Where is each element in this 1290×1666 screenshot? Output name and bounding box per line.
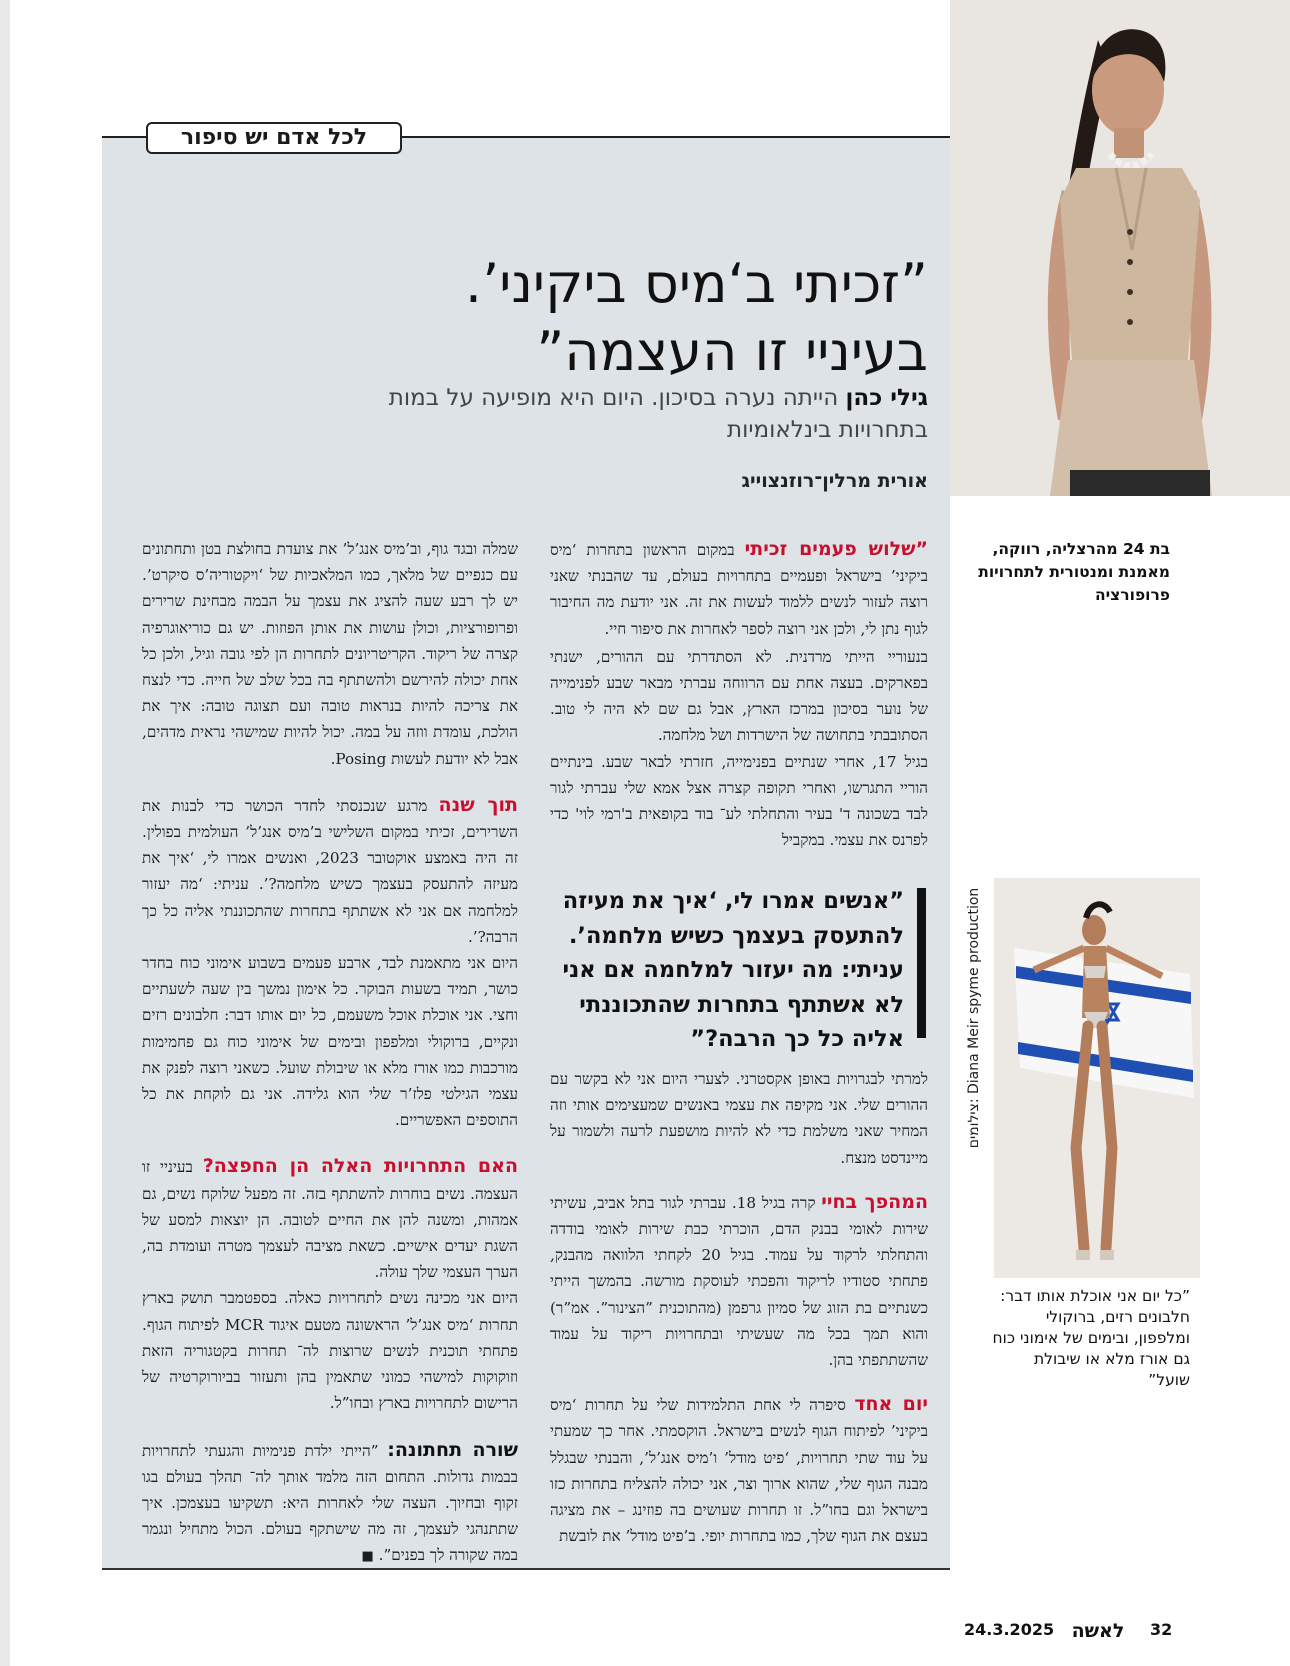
caption-bottom: ”כל יום אני אוכלת אותו דבר: חלבונים רזים, ברוקולי ומלפפון, ובימים של אימוני כוח גם אורז מלא או שיבולת שועל” bbox=[992, 1287, 1190, 1389]
portrait-illustration bbox=[950, 0, 1290, 496]
issue-date: 24.3.2025 bbox=[964, 1620, 1055, 1639]
body-paragraph: היום אני מכינה נשים לתחרויות כאלה. בספטמבר תושק בארץ תחרות ‘מיס אנג’ל’ הראשונה מטעם איגוד MCR לפיתוח הגוף. פתחתי תוכנית לנשים שרוצות לה־ תחרות בקטגוריה הזאת וזוקוקות למישהי כמוני שתאמין בהן ותעזור בביורוקרטיה של הרישום לתחרויות בארץ ובחו”ל. bbox=[142, 1289, 518, 1413]
flag-photo-illustration bbox=[994, 878, 1200, 1278]
paragraph-text: סיפרה לי אחת התלמידות שלי על תחרות ‘מיס ביקיני’ לפיתוח הגוף לנשים בישראל. הוקסמתי. אחר כך שמעתי על עוד שתי תחרויות, ‘פיט מודל’ ו’מיס אנג’ל’, והבנתי שבגלל מבנה הגוף שלי, שהוא ארוך וצר, אני יכולה להצליח בתחרות כזו בישראל וגם בחו”ל. זו תחרות שעושים בה פוזינג – את מציגה בעצם את הגוף שלך, כמו בתחרות יופי. ב’פיט מודל’ את לובשת bbox=[550, 1396, 928, 1546]
body-paragraph bbox=[550, 1189, 928, 1373]
magazine-logo-text: לאשה bbox=[1071, 1620, 1125, 1642]
photo-credit bbox=[960, 876, 988, 1160]
series-label: לכל אדם יש סיפור bbox=[146, 122, 402, 154]
paragraph-text: במקום הראשון בתחרות ‘מיס ביקיני’ בישראל ופעמיים בתחרויות בעולם, עד שהבנתי שאני רוצה לעזור לנשים ללמוד לעשות את זה. אני יודעת מה החיבור לגוף נתן לי, ולכן אני רוצה לספר לאחרות את סיפור חיי. bbox=[550, 541, 928, 638]
paragraph-text: ”הייתי ילדת פנימיות והגעתי לתחרויות בבמות גדולות. התחום הזה מלמד אותך לה־ תהלך בעולם בגו זקוף ובחיוך. העצה שלי לאחרות היא: תשקיעו בעצמכן. איך שתתנהגי לעצמך, זה מה שישתקף בעולם. הכול מתחיל ונגמר במה שקורה לך בפנים”. bbox=[142, 1441, 518, 1565]
headline-line-1: ”זכיתי ב‘מיס ביקיני’. bbox=[464, 252, 928, 315]
headline bbox=[300, 250, 928, 386]
paragraph-lead: ”שלוש פעמים זכיתי bbox=[744, 538, 929, 560]
paragraph-lead: יום אחד bbox=[854, 1393, 928, 1416]
pull-quote: ”אנשים אמרו לי, ‘איך את מעיזה להתעסק בעצמך כשיש מלחמה’. עניתי: מה יעזור למלחמה אם אני לא אשתתף בתחרות שהתכוננתי אליה כל כך הרבה?” bbox=[562, 888, 904, 1052]
subhead-subject: גילי כהן bbox=[845, 385, 928, 411]
body-column-right bbox=[550, 536, 928, 853]
body-paragraph bbox=[142, 1437, 518, 1571]
end-mark: ■ bbox=[361, 1549, 374, 1565]
paragraph-text: בעיניי זו העצמה. נשים בוחרות להשתתף בזה. זה מפעל שלוקח נשים, גם אמהות, ומשנה להן את החיים לטובה. הן יוצאות למסע של השגת יעדים אישיים. כשאת מציבה לעצמך מטרה ועומדת בה, הערך העצמי שלך עולה. bbox=[142, 1158, 518, 1282]
page-number: 32 bbox=[1150, 1620, 1173, 1639]
body-paragraph: בגיל 17, אחרי שנתיים בפנימייה, חזרתי לבאר שבע. בינתיים הוריי התגרשו, ואחרי תקופה קצרה אצל אמא שלי עברתי לגור לבד בשכונה ד' בעיר והתחלתי לע־ בוד בקופאית ב'רמי לוי' כדי לפרנס את עצמי. במקביל bbox=[550, 752, 928, 850]
body-column-left bbox=[142, 536, 518, 1571]
body-paragraph bbox=[142, 792, 518, 950]
portrait-photo bbox=[950, 0, 1290, 496]
paragraph-lead: המהפך בחיי bbox=[821, 1190, 928, 1213]
body-column-right-continued bbox=[550, 1066, 928, 1549]
page-edge-strip bbox=[0, 0, 10, 1666]
paragraph-text: קרה בגיל 18. עברתי לגור בתל אביב, עשיתי שירות לאומי בבנק הדם, הוכרתי כבת שירות לאומי בודדה והתחלתי לרקוד על עמוד. בגיל 20 לקחתי הלוואה מהבנק, פתחתי סטודיו לריקוד והפכתי לעוסקת מורשה. בהמשך הייתי כשנתיים בת הזוג של סמיון גרפמן (מהתוכנית ”הצינור”. אמ”ר) והוא תמך בכל מה שעשיתי ובתחרויות ריקוד על עמוד שהשתתפתי בהן. bbox=[550, 1193, 928, 1370]
body-paragraph bbox=[142, 1153, 518, 1285]
caption-top: בת 24 מהרצליה, רווקה, מאמנת ומנטורית לתחרויות פרופורציה bbox=[978, 540, 1170, 604]
headline-line-2: בעיניי זו העצמה” bbox=[536, 320, 928, 383]
flag-photo bbox=[994, 878, 1200, 1278]
paragraph-lead: תוך שנה bbox=[438, 793, 518, 816]
paragraph-text: מרגע שנכנסתי לחדר הכושר כדי לבנות את השרירים, זכיתי במקום השלישי ב’מיס אנג’ל’ העולמית בפולין. זה היה באמצע אוקטובר 2023, ואנשים אמרו לי, ‘איך את מעיזה להתעסק בעצמך כשיש מלחמה?’. עניתי: ‘מה יעזור למלחמה אם אני לא אשתתף בתחרות שהתכוננתי אליה כל כך הרבה?’. bbox=[142, 796, 518, 946]
paragraph-lead: האם התחרויות האלה הן החפצה? bbox=[202, 1155, 518, 1178]
body-paragraph bbox=[550, 536, 928, 642]
photo-credit-text: צילומים: Diana Meir spyme production bbox=[966, 887, 982, 1149]
body-paragraph: היום אני מתאמנת לבד, ארבע פעמים בשבוע אימוני כוח בחדר כושר, תמיד בשעות הבוקר. כל אימון נמשך בין שעה לשעתיים וחצי. אני אוכלת אוכל משעמם, כל יום אותו דבר: חלבונים רזים ונקיים, ברוקולי ומלפפון ובימים של אימוני כוח גם פחמימות מורכבות כמו אורז מלא או שיבולת שועל. כשאני רוצה לפנק את עצמי הגילטי פלז’ר שלי הוא גלידה. אני גם לוקחת את כל התוספים האפשריים. bbox=[142, 954, 518, 1130]
subhead bbox=[300, 382, 928, 446]
body-paragraph bbox=[550, 1391, 928, 1549]
folio bbox=[964, 1616, 1204, 1646]
body-paragraph: שמלה ובגד גוף, וב’מיס אנג’ל’ את צועדת בחולצת בטן ותחתונים עם כנפיים של מלאך, כמו המלאכיות של ‘ויקטוריה’ס סיקרט’. יש לך רבע שעה להציג את עצמך על הבמה מבחינת שרירים ופרופורציות, וכולן עושות את אותן הפוזות. יש גם כוריאוגרפיה קצרה של ריקוד. הקריטריונים לתחרות הן לפי גובה וגיל, ולכן כל אחת יכולה להירשם ולהשתתף בה בכל שלב של חייה. כדי לנצח את צריכה להיות בנראות טובה ועם תצוגה טובה: איך את הולכת, עומדת ווזה על במה. יכול להיות שמישהי נראית מדהים, אבל לא יודעת לעשות Posing. bbox=[142, 540, 518, 768]
subhead-text: הייתה נערה בסיכון. היום היא מופיעה על במות בתחרויות בינלאומיות bbox=[388, 385, 928, 443]
paragraph-lead: שורה תחתונה: bbox=[387, 1438, 518, 1461]
byline: אורית מרלין־רוזנצוייג bbox=[741, 470, 928, 492]
magazine-logo bbox=[1056, 1618, 1140, 1642]
body-paragraph: בנעוריי הייתי מרדנית. לא הסתדרתי עם ההורים, ישנתי בפארקים. בעצה אחת עם הרווחה עברתי מבאר שבע לפנימייה של נוער בסיכון במרכז הארץ, אבל גם שם לא היה לי טוב. הסתובבתי בתחושה של הישרדות ושל מלחמה. bbox=[550, 647, 928, 745]
body-paragraph: למרתי לבגרויות באופן אקסטרני. לצערי היום אני לא בקשר עם ההורים שלי. אני מקיפה את עצמי באנשים שמעצימים אותי וזה המחיר שאני משלמת כדי לא להיות מושפעת לרעה ולשמור על מיינדסט מנצח. bbox=[550, 1070, 928, 1167]
